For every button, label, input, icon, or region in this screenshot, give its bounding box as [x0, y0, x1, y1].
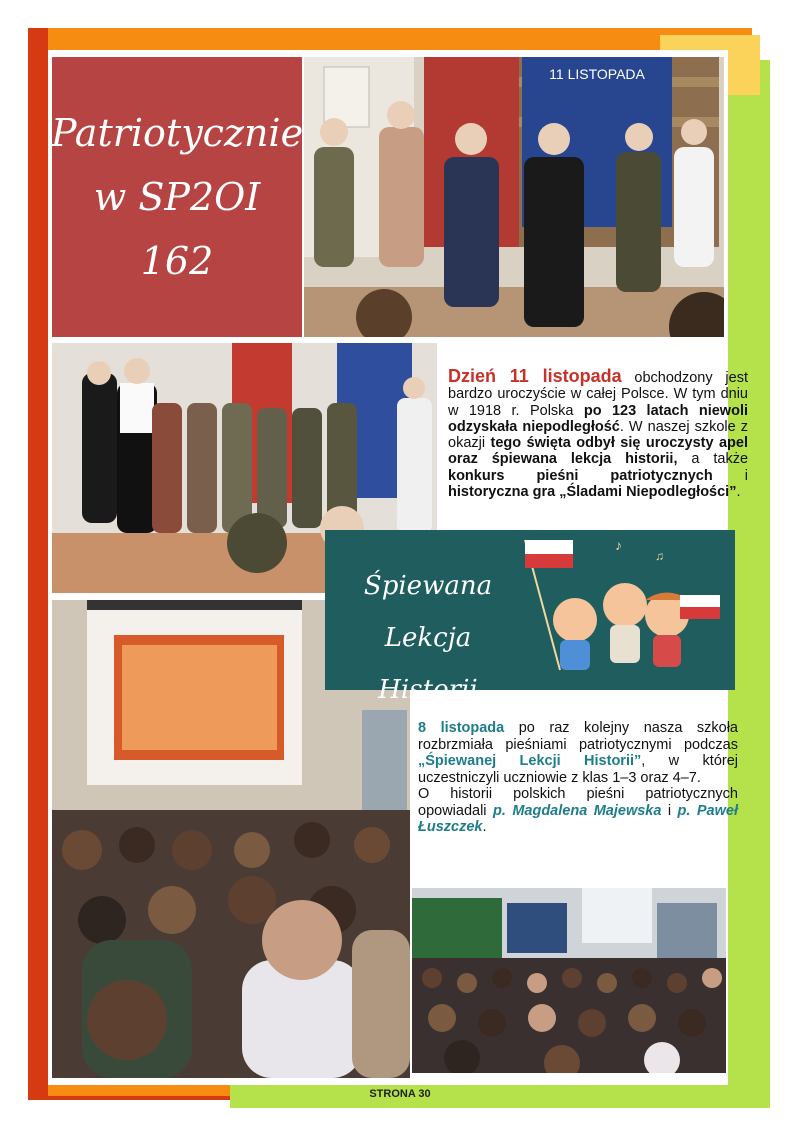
- article2-text: .: [482, 819, 487, 835]
- banner-title-line-1: Śpiewana: [363, 571, 493, 601]
- article1-bold: historyczna gra „Śladami Niepodległości”: [448, 484, 737, 501]
- article-singing-lesson: [418, 720, 738, 836]
- article2-highlight-date: 8 listopada: [418, 720, 505, 736]
- article1-text: obchodzony jest bardzo uroczyście w całej Polsce. W tym dniu w 1918 r. Polska: [448, 370, 748, 419]
- banner-singing-lesson: [325, 530, 735, 705]
- photo-stage-performance: [304, 57, 724, 337]
- singing-kids-illustration: [505, 530, 735, 690]
- article2-paragraph: [418, 786, 738, 836]
- article1-bold: konkurs pieśni patriotycznych: [448, 467, 713, 484]
- page-title: [52, 57, 302, 337]
- article2-person: p. Paweł Łuszczek: [418, 802, 738, 835]
- article-independence-day: [448, 368, 748, 500]
- svg-text:♫: ♫: [655, 549, 664, 563]
- page-number: STRONA 30: [369, 1088, 431, 1100]
- article1-highlight-date: Dzień 11 listopada: [448, 366, 622, 386]
- article2-text: O historii polskich pieśni patriotycznych opowiadali: [418, 786, 738, 819]
- banner-sign-text: 11 LISTOPADA: [549, 66, 645, 82]
- photo-audience-hall: [412, 888, 726, 1073]
- article2-person: p. Magdalena Majewska: [492, 802, 662, 819]
- banner-title: [343, 560, 513, 716]
- svg-text:♪: ♪: [615, 537, 622, 553]
- article2-text: po raz kolejny nasza szkoła rozbrzmiała pieśniami patriotycznymi podczas: [418, 720, 738, 753]
- article1-text: i: [712, 467, 748, 484]
- title-line-1: Patriotycznie: [50, 111, 304, 155]
- title-line-2: w SP2OI 162: [93, 175, 261, 283]
- article1-text: .: [736, 484, 741, 501]
- article1-bold: tego święta odbył się uroczysty apel oraz śpiewana lekcja historii,: [448, 435, 748, 468]
- article1-text: a także: [677, 451, 749, 468]
- article2-highlight-event: „Śpiewanej Lekcji Historii”: [418, 753, 642, 769]
- article2-paragraph: [418, 720, 738, 786]
- article1-text: . W naszej szkole z okazji: [448, 418, 748, 452]
- article1-bold: po 123 latach niewoli odzyskała niepodległość: [448, 402, 749, 435]
- article2-text: i: [661, 802, 678, 819]
- article2-text: , w której uczestniczyli uczniowie z klas 1–3 oraz 4–7.: [418, 753, 739, 786]
- banner-title-line-2: Lekcja Historii: [378, 623, 478, 705]
